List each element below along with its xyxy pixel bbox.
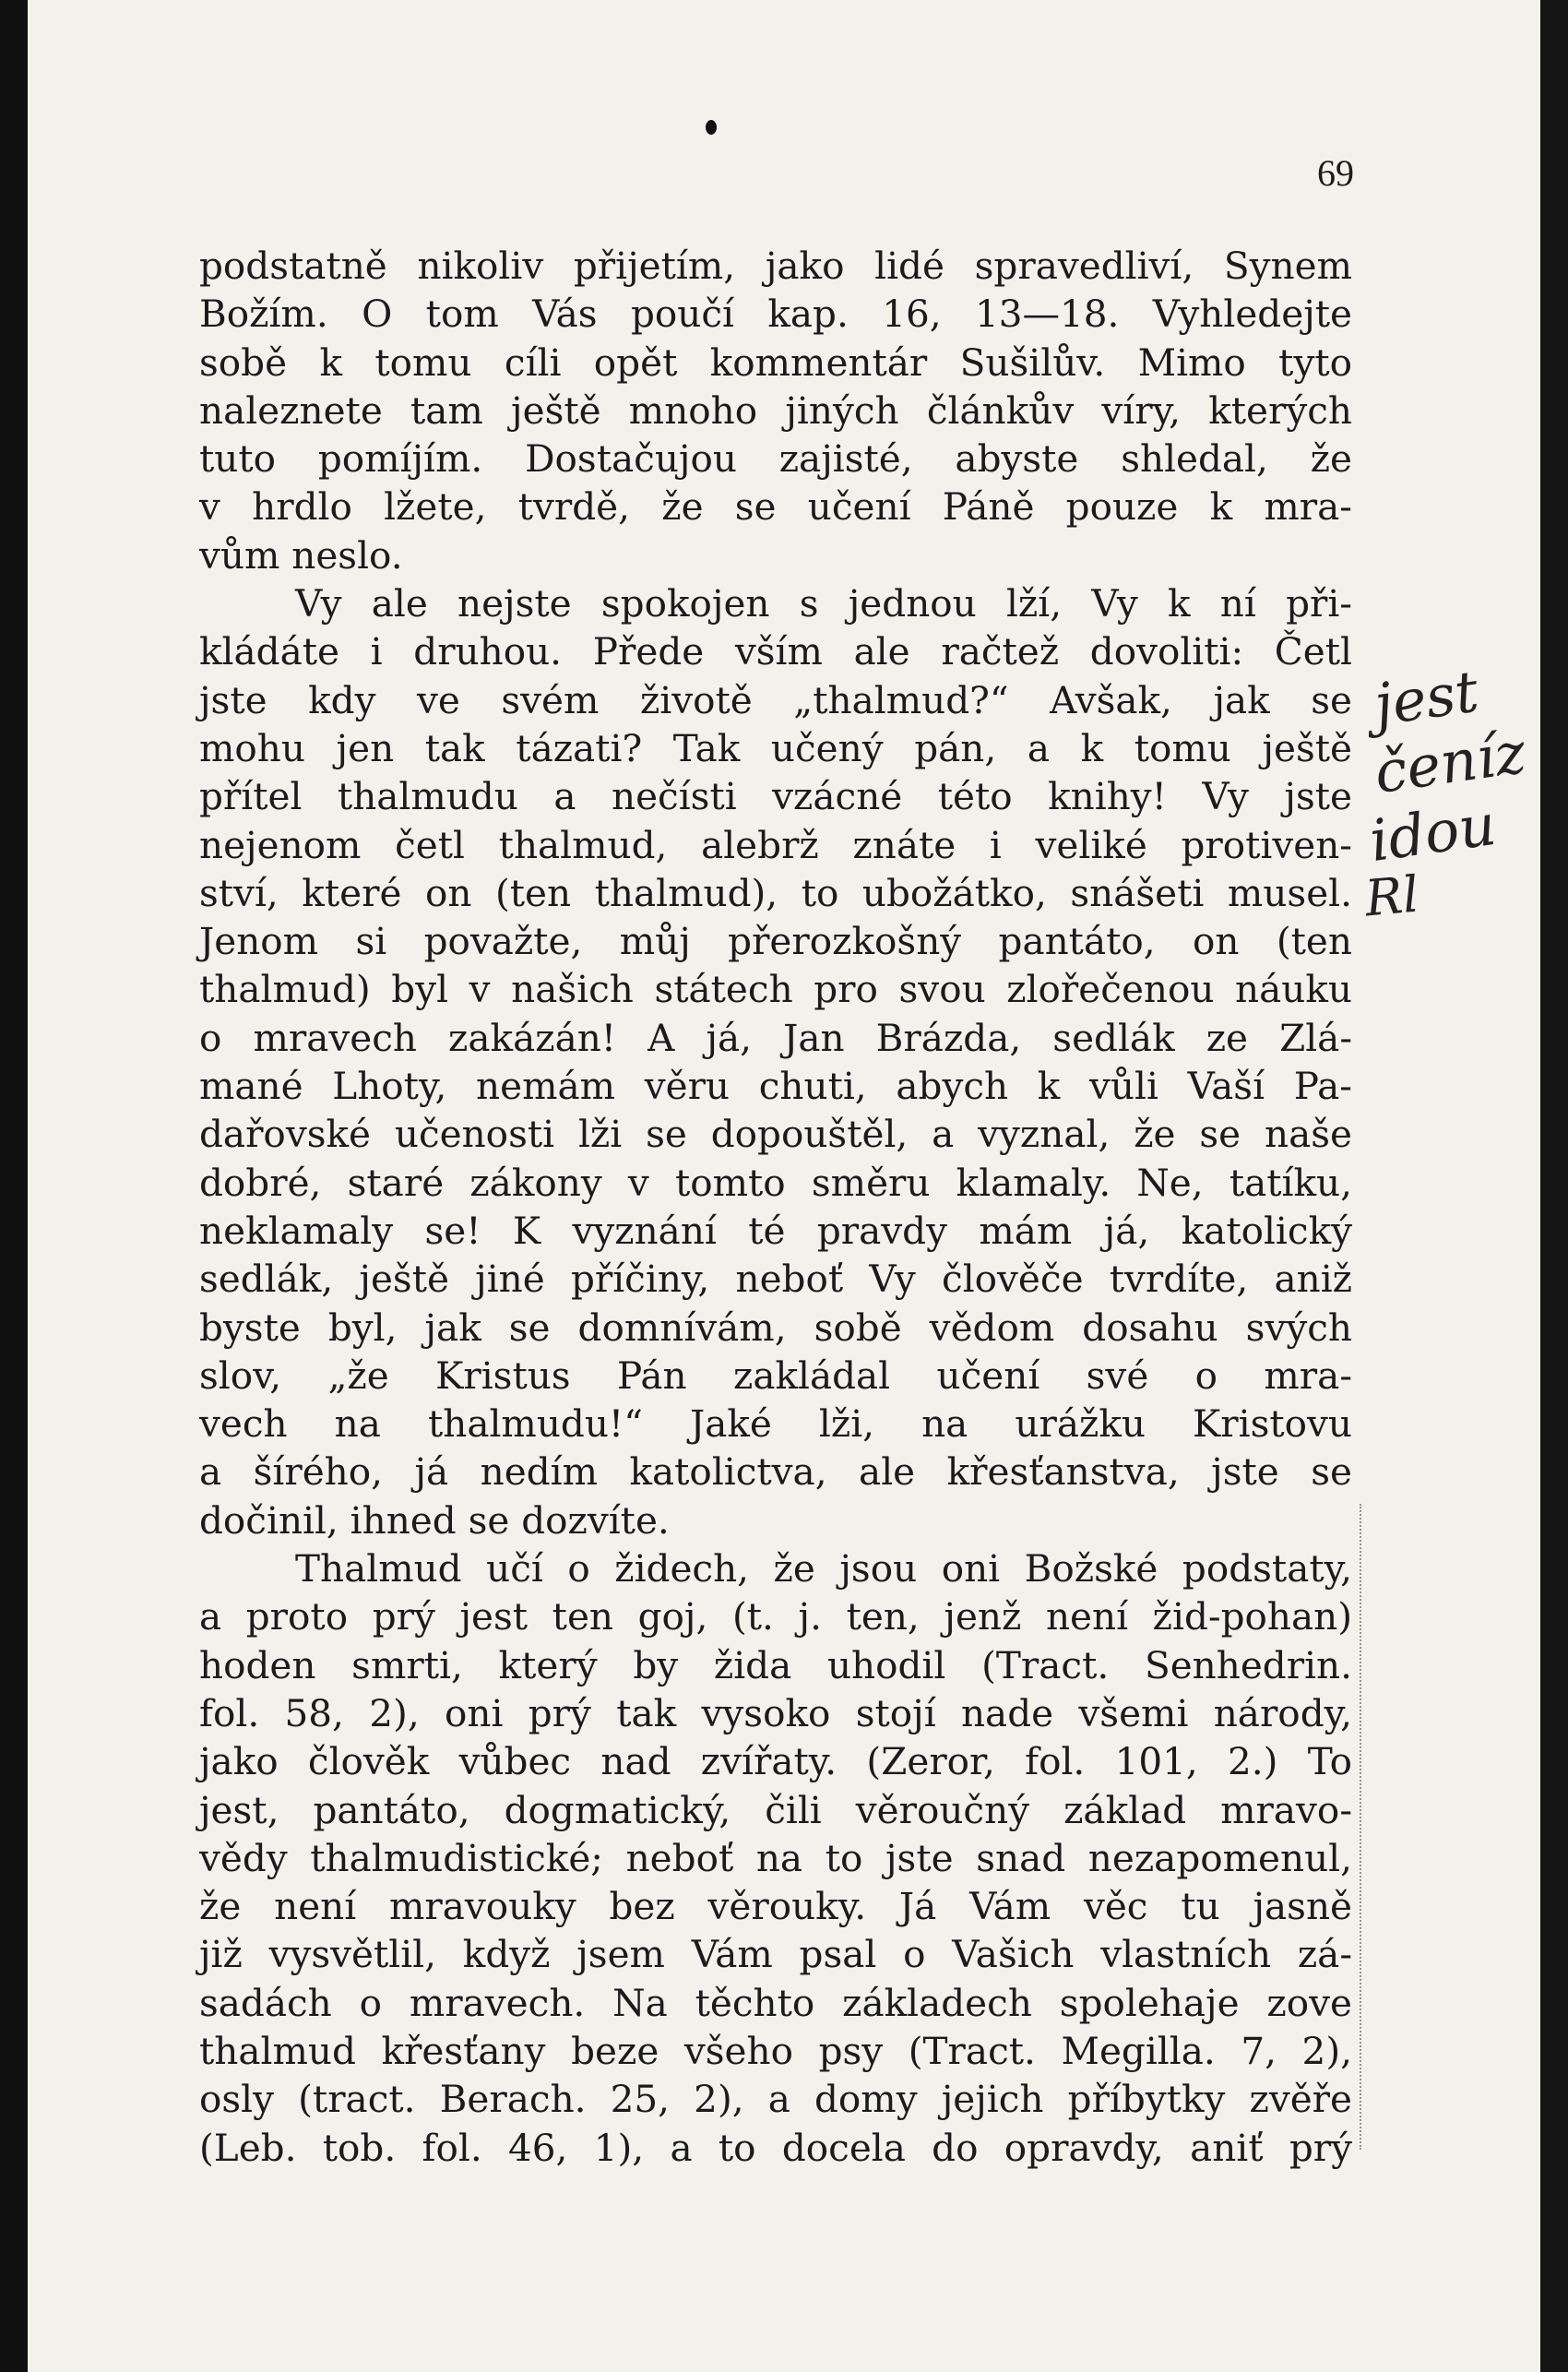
text-line: vech na thalmudu!“ Jaké lži, na urážku Kristovu [199, 1401, 1352, 1447]
text-line: přítel thalmudu a nečísti vzácné této knihy! Vy jste [199, 774, 1352, 819]
scan-left-edge [0, 0, 28, 2372]
text-line: jste kdy ve svém životě „thalmud?“ Avšak, jak se [199, 677, 1352, 722]
text-line: naleznete tam ještě mnoho jiných článkův víry, kterých [199, 387, 1352, 433]
text-line: dočinil, ihned se dozvíte. [199, 1497, 670, 1543]
text-line: mané Lhoty, nemám věru chuti, abych k vůli Vaší Pa- [199, 1064, 1352, 1109]
text-line: slov, „že Kristus Pán zakládal učení své o mra- [199, 1353, 1352, 1398]
text-line: a proto prý jest ten goj, (t. j. ten, jenž není žid-pohan) [199, 1594, 1352, 1639]
text-line: o mravech zakázán! A já, Jan Brázda, sedlák ze Zlá- [199, 1015, 1352, 1060]
text-line: že není mravouky bez věrouky. Já Vám věc tu jasně [199, 1884, 1352, 1929]
body-text [199, 242, 1352, 2172]
text-line: osly (tract. Berach. 25, 2), a domy jejich příbytky zvěře [199, 2077, 1352, 2122]
text-line: dobré, staré zákony v tomto směru klamaly. Ne, tatíku, [199, 1160, 1352, 1205]
text-line: neklamaly se! K vyznání té pravdy mám já, katolický [199, 1208, 1352, 1253]
text-line: ství, které on (ten thalmud), to ubožátko, snášeti musel. [199, 870, 1352, 915]
text-line: thalmud) byl v našich státech pro svou zlořečenou náuku [199, 967, 1352, 1012]
text-line: fol. 58, 2), oni prý tak vysoko stojí nade všemi národy, [199, 1690, 1352, 1735]
handwritten-annotation: Rl [1362, 864, 1421, 928]
page-dot-mark [706, 120, 717, 135]
text-line: vědy thalmudistické; neboť na to jste snad nezapomenul, [199, 1835, 1352, 1880]
margin-pencil-marks [1360, 1504, 1365, 2150]
text-line: vům neslo. [199, 532, 403, 578]
text-line: sobě k tomu cíli opět kommentár Sušilův. Mimo tyto [199, 340, 1352, 385]
text-line: sedlák, ještě jiné příčiny, neboť Vy člověče tvrdíte, aniž [199, 1257, 1352, 1302]
handwritten-annotation: čeníz [1370, 718, 1530, 807]
handwritten-annotation: idou [1365, 790, 1501, 876]
text-line: jako člověk vůbec nad zvířaty. (Zeror, fol. 101, 2.) To [199, 1739, 1352, 1784]
text-line: (Leb. tob. fol. 46, 1), a to docela do opravdy, aniť prý [199, 2125, 1352, 2170]
text-line: mohu jen tak tázati? Tak učený pán, a k tomu ještě [199, 725, 1352, 770]
text-line: Jenom si považte, můj přerozkošný pantáto, on (ten [199, 919, 1352, 964]
text-line: byste byl, jak se domnívám, sobě vědom dosahu svých [199, 1305, 1352, 1350]
text-line: sadách o mravech. Na těchto základech spolehaje zove [199, 1980, 1352, 2025]
handwritten-annotation: jest [1370, 657, 1483, 739]
text-line: Božím. O tom Vás poučí kap. 16, 13—18. Vyhledejte [199, 292, 1352, 337]
text-line: v hrdlo lžete, tvrdě, že se učení Páně pouze k mra- [199, 484, 1352, 530]
text-line: hoden smrti, který by žida uhodil (Tract. Senhedrin. [199, 1642, 1352, 1687]
text-line: Thalmud učí o židech, že jsou oni Božské podstaty, [295, 1546, 1352, 1591]
text-line: nejenom četl thalmud, alebrž znáte i veliké protiven- [199, 822, 1352, 867]
text-line: tuto pomíjím. Dostačujou zajisté, abyste shledal, že [199, 436, 1352, 482]
text-line: thalmud křesťany beze všeho psy (Tract. Megilla. 7, 2), [199, 2028, 1352, 2073]
text-line: již vysvětlil, když jsem Vám psal o Vašich vlastních zá- [199, 1932, 1352, 1977]
text-line: podstatně nikoliv přijetím, jako lidé spravedliví, Synem [199, 244, 1352, 288]
text-line: jest, pantáto, dogmatický, čili věroučný základ mravo- [199, 1787, 1352, 1832]
text-line: a šírého, já nedím katolictva, ale křesťanstva, jste se [199, 1449, 1352, 1495]
text-line: dařovské učenosti lži se dopouštěl, a vyznal, že se naše [199, 1112, 1352, 1157]
scan-right-edge [1540, 0, 1568, 2372]
page-number: 69 [1317, 152, 1354, 194]
text-line: Vy ale nejste spokojen s jednou lží, Vy k ní při- [295, 581, 1352, 626]
text-line: kládáte i druhou. Přede vším ale račtež dovoliti: Četl [199, 629, 1352, 674]
